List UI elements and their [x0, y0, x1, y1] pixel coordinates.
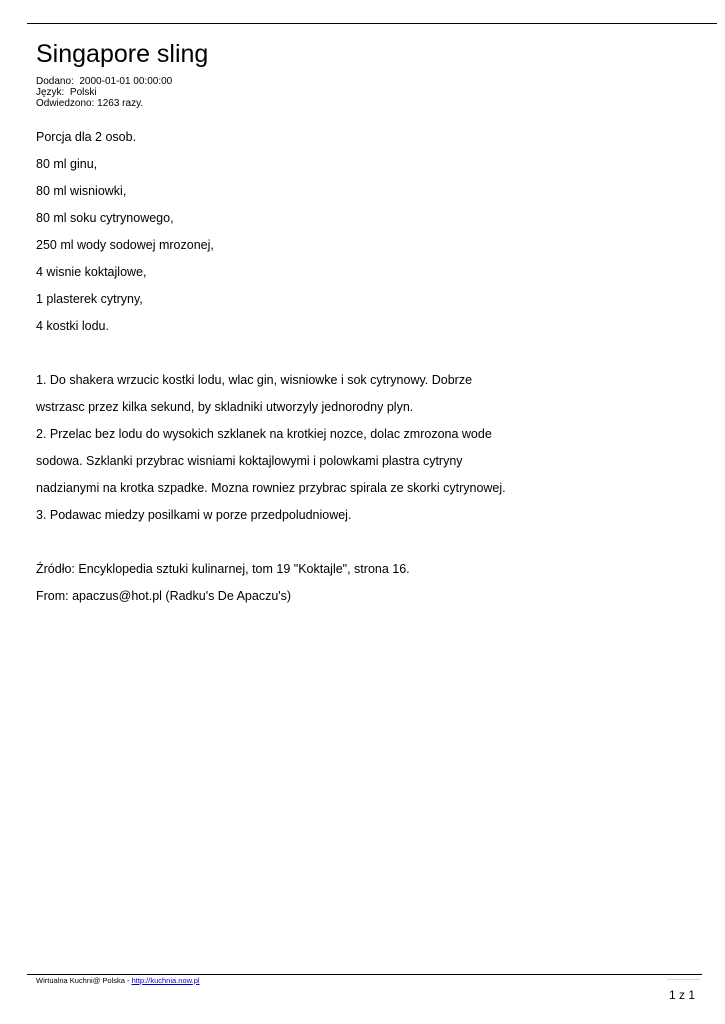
footer-rule [27, 974, 702, 975]
ingredient-line: 80 ml wisniowki, [36, 184, 127, 198]
instruction-line: sodowa. Szklanki przybrac wisniami koktajlowymi i polowkami plastra cytryny [36, 454, 463, 468]
footer-source [36, 976, 200, 985]
instruction-line: wstrzasc przez kilka sekund, by skladniki utworzyly jednorodny plyn. [36, 400, 414, 414]
instruction-line: 1. Do shakera wrzucic kostki lodu, wlac gin, wisniowke i sok cytrynowy. Dobrze [36, 373, 473, 387]
recipe-body [36, 127, 706, 613]
instruction-line: nadzianymi na krotka szpadke. Mozna rowniez przybrac spirala ze skorki cytrynowej. [36, 481, 506, 495]
servings-line: Porcja dla 2 osob. [36, 130, 137, 144]
ingredient-line: 4 wisnie koktajlowe, [36, 265, 147, 279]
meta-info [36, 76, 172, 109]
author-line: From: apaczus@hot.pl (Radku's De Apaczu's) [36, 589, 292, 603]
meta-language: Język: Polski [36, 87, 97, 98]
footer-link[interactable]: http://kuchnia.now.pl [131, 976, 200, 985]
page-number: 1 z 1 [669, 988, 696, 1002]
ingredient-line: 1 plasterek cytryny, [36, 292, 143, 306]
top-rule [27, 23, 717, 24]
ingredient-line: 80 ml ginu, [36, 157, 98, 171]
blank-line [36, 532, 706, 559]
blank-line [36, 343, 706, 370]
meta-visits: Odwiedzono: 1263 razy. [36, 98, 144, 109]
meta-added: Dodano: 2000-01-01 00:00:00 [36, 76, 173, 87]
footer-mark [667, 979, 700, 980]
footer-source-label: Wirtualna Kuchni@ Polska - [36, 976, 132, 985]
instruction-line: 3. Podawac miedzy posilkami w porze przedpoludniowej. [36, 508, 352, 522]
source-line: Źródło: Encyklopedia sztuki kulinarnej, tom 19 "Koktajle", strona 16. [36, 562, 410, 576]
ingredient-line: 250 ml wody sodowej mrozonej, [36, 238, 214, 252]
ingredient-line: 80 ml soku cytrynowego, [36, 211, 174, 225]
page-title: Singapore sling [36, 40, 209, 68]
ingredient-line: 4 kostki lodu. [36, 319, 109, 333]
instruction-line: 2. Przelac bez lodu do wysokich szklanek na krotkiej nozce, dolac zmrozona wode [36, 427, 492, 441]
